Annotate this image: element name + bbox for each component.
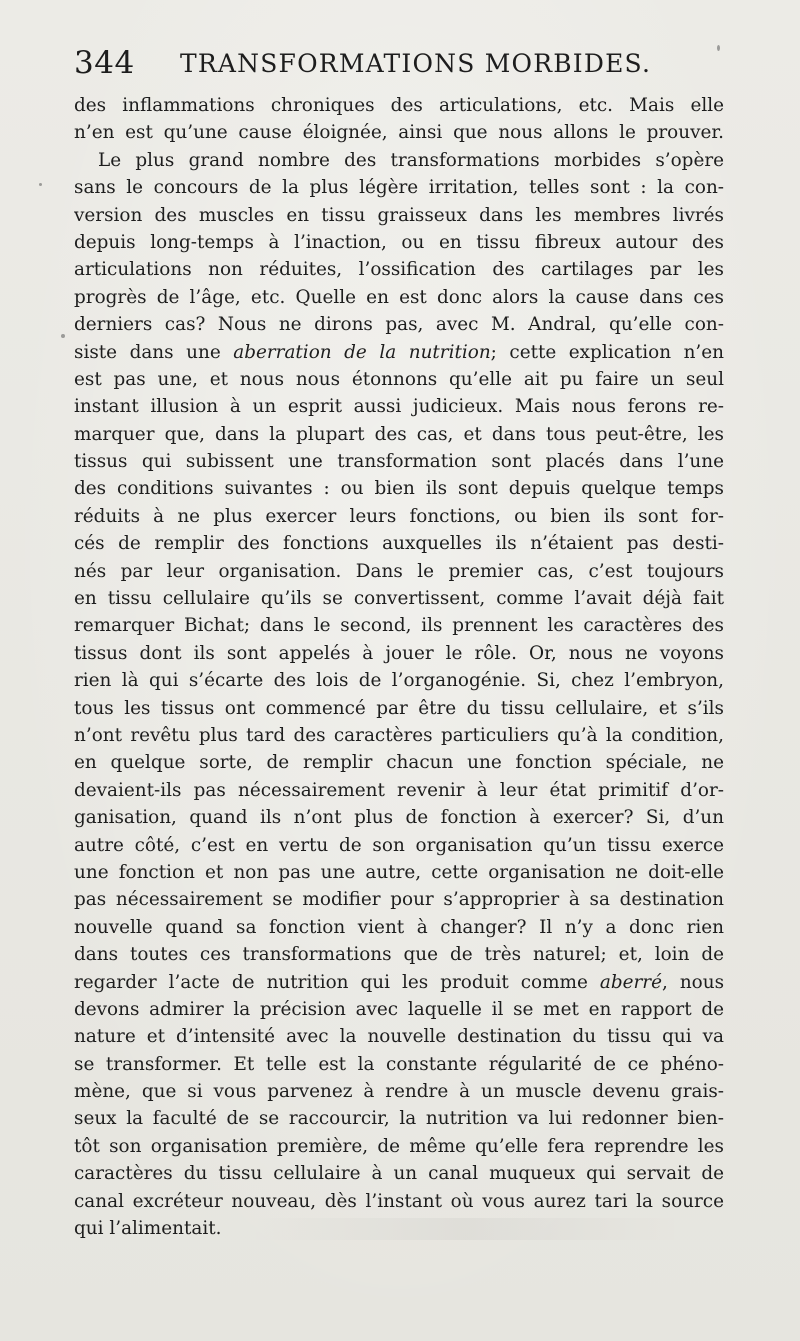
text-line: depuis long-temps à l’inaction, ou en tissu fibreux autour des (74, 231, 724, 253)
text-line-with-italic (74, 969, 724, 996)
ink-speck (39, 183, 42, 186)
text-line: instant illusion à un esprit aussi judicieux. Mais nous ferons re- (74, 396, 724, 418)
text-line: autre côté, c’est en vertu de son organisation qu’un tissu exerce (74, 834, 724, 856)
text-line: nature et d’intensité avec la nouvelle destination du tissu qui va (74, 1026, 724, 1048)
text-line: canal excréteur nouveau, dès l’instant où vous aurez tari la source (74, 1190, 724, 1212)
text-line: nouvelle quand sa fonction vient à changer? Il n’y a donc rien (74, 916, 724, 938)
text-line: remarquer Bichat; dans le second, ils prennent les caractères des (74, 615, 724, 637)
text-line: est pas une, et nous nous étonnons qu’elle ait pu faire un seul (74, 368, 724, 390)
text-line: tissus qui subissent une transformation sont placés dans l’une (74, 451, 724, 473)
ink-speck (717, 45, 720, 51)
text-line: seux la faculté de se raccourcir, la nutrition va lui redonner bien- (74, 1108, 724, 1130)
text-line: devons admirer la précision avec laquelle il se met en rapport de (74, 998, 724, 1020)
text-line: cés de remplir des fonctions auxquelles ils n’étaient pas desti- (74, 533, 724, 555)
text-line: en tissu cellulaire qu’ils se convertissent, comme l’avait déjà fait (74, 588, 724, 610)
ink-speck (61, 334, 65, 338)
paragraph-end-line: qui l’alimentait. (74, 1218, 222, 1240)
text-line: articulations non réduites, l’ossification des cartilages par les (74, 259, 724, 281)
text-line: se transformer. Et telle est la constante régularité de ce phéno- (74, 1053, 724, 1075)
text-line: tôt son organisation première, de même qu’elle fera reprendre les (74, 1135, 724, 1157)
text-line: tous les tissus ont commencé par être du tissu cellulaire, et s’ils (74, 697, 724, 719)
text-line: mène, que si vous parvenez à rendre à un muscle devenu grais- (74, 1081, 724, 1103)
running-head: TRANSFORMATIONS MORBIDES. (180, 49, 652, 78)
text-line: caractères du tissu cellulaire à un canal muqueux qui servait de (74, 1163, 724, 1185)
italic-word: aberré (599, 971, 662, 993)
text-line-with-italic (74, 339, 724, 366)
text-line: ganisation, quand ils n’ont plus de fonction à exercer? Si, d’un (74, 807, 724, 829)
text-line: des inflammations chroniques des articulations, etc. Mais elle (74, 95, 724, 116)
text-line: version des muscles en tissu graisseux dans les membres livrés (74, 204, 724, 226)
page-number: 344 (74, 45, 135, 81)
text-line: n’en est qu’une cause éloignée, ainsi que nous allons le prouver. (74, 122, 724, 144)
italic-phrase: aberration de la nutrition (233, 341, 491, 363)
paragraph-start-line: Le plus grand nombre des transformations morbides s’opère (98, 149, 724, 171)
body-text (74, 92, 724, 1242)
text-line: derniers cas? Nous ne dirons pas, avec M. Andral, qu’elle con- (74, 314, 724, 336)
page-header (74, 44, 724, 84)
text-fragment: siste dans une (74, 341, 234, 363)
text-line: des conditions suivantes : ou bien ils sont depuis quelque temps (74, 478, 724, 500)
text-line: sans le concours de la plus légère irritation, telles sont : la con- (74, 177, 724, 199)
text-line: n’ont revêtu plus tard des caractères particuliers qu’à la condition, (74, 724, 724, 746)
text-line: dans toutes ces transformations que de très naturel; et, loin de (74, 944, 724, 966)
text-line: nés par leur organisation. Dans le premier cas, c’est toujours (74, 560, 724, 582)
text-line: une fonction et non pas une autre, cette organisation ne doit-elle (74, 861, 724, 883)
text-fragment: regarder l’acte de nutrition qui les produit comme (74, 971, 600, 993)
text-fragment: , nous (661, 971, 724, 993)
text-line: rien là qui s’écarte des lois de l’organogénie. Si, chez l’embryon, (74, 670, 724, 692)
show-through-bleed (250, 1218, 680, 1240)
text-line: en quelque sorte, de remplir chacun une fonction spéciale, ne (74, 752, 724, 774)
text-line: tissus dont ils sont appelés à jouer le rôle. Or, nous ne voyons (74, 642, 724, 664)
text-line: pas nécessairement se modifier pour s’approprier à sa destination (74, 889, 724, 911)
text-line: marquer que, dans la plupart des cas, et dans tous peut-être, les (74, 423, 724, 445)
text-fragment: ; cette explication n’en (490, 341, 724, 363)
text-line: progrès de l’âge, etc. Quelle en est donc alors la cause dans ces (74, 286, 724, 308)
text-line: réduits à ne plus exercer leurs fonctions, ou bien ils sont for- (74, 505, 724, 527)
text-line: devaient-ils pas nécessairement revenir à leur état primitif d’or- (74, 779, 724, 801)
